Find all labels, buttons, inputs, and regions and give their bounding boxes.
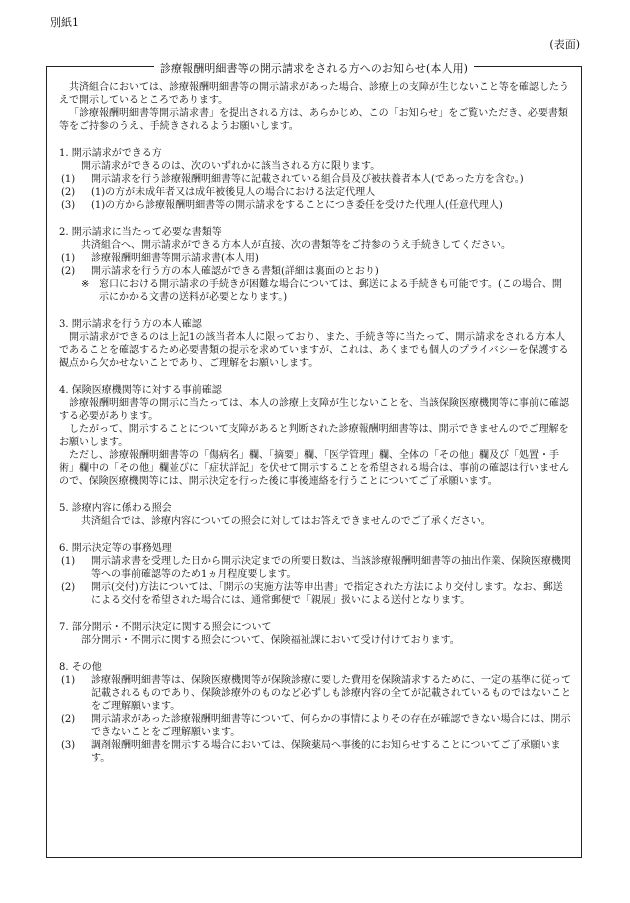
item-text: 開示請求を行う診療報酬明細書等に記載されている組合員及び被扶養者本人(であった方を含む。) [91, 174, 524, 185]
notice-content [59, 81, 571, 765]
page-title: 診療報酬明細書等の開示請求をされる方へのお知らせ(本人用) [154, 62, 474, 75]
item-text: 開示(交付)方法については、「開示の実施方法等申出書」で指定された方法により交付します。なお、郵送による交付を希望された場合には、通常郵便で「親展」扱いによる送付となります。 [91, 582, 563, 606]
item-number: (2) [61, 266, 76, 277]
list-item [59, 713, 571, 739]
section-lead: 開示請求ができるのは、次のいずれかに該当される方に限ります。 [81, 161, 381, 172]
item-text: 調剤報酬明細書を開示する場合においては、保険薬局へ事後的にお知らせすることについてご了承願います。 [91, 740, 561, 764]
section-7 [59, 621, 571, 647]
item-text: (1)の方が未成年者又は成年被後見人の場合における法定代理人 [91, 187, 376, 198]
item-number: (1) [61, 556, 76, 567]
section-body: 診療報酬明細書等の開示に当たっては、本人の診療上支障が生じないことを、当該保険医療機関等に事前に確認する必要があります。 [59, 398, 569, 422]
item-text: 診療報酬明細書等開示請求書(本人用) [91, 253, 259, 264]
item-number: (3) [61, 740, 76, 751]
item-text: 開示請求があった診療報酬明細書等について、何らかの事情によりその存在が確認できない場合には、開示できないことをご理解願います。 [91, 714, 571, 738]
section-2 [59, 226, 571, 304]
intro-paragraph: 共済組合においては、診療報酬明細書等の開示請求があった場合、診療上の支障が生じないこと等を確認したうえで開示しているところであります。 [59, 82, 569, 106]
notice-frame [46, 62, 582, 858]
list-item [59, 173, 571, 186]
section-1 [59, 147, 571, 212]
item-number: (1) [61, 174, 76, 185]
section-body: 開示請求ができるのは上記1の該当者本人に限っており、また、手続き等に当たって、開示請求をされる方本人であることを確認するため必要書類の提示を求めていますが、これは、あくまでも個人のプライバシーを保護する観点から欠かせないことであり、ご理解をお願いします。 [59, 332, 569, 369]
item-number: (3) [61, 200, 76, 211]
section-heading: 1. 開示請求ができる方 [59, 148, 162, 159]
section-body: ただし、診療報酬明細書等の「傷病名」欄、「摘要」欄、「医学管理」欄、全体の「その他」欄及び「処置・手術」欄中の「その他」欄並びに「症状詳記」を伏せて開示することを希望される場合は、事前の確認は行いませんので、保険医療機関等には、開示決定を行った後に事後連絡を行うことについてご了承願います。 [59, 450, 569, 487]
item-text: 開示請求書を受理した日から開示決定までの所要日数は、当該診療報酬明細書等の抽出作業、保険医療機関等への事前確認等のため1ヵ月程度要します。 [91, 556, 571, 580]
list-item [59, 186, 571, 199]
section-heading: 8. その他 [59, 662, 102, 673]
section-heading: 2. 開示請求に当たって必要な書類等 [59, 227, 222, 238]
section-3 [59, 318, 571, 370]
section-body: 共済組合では、診療内容についての照会に対してはお答えできませんのでご了承ください。 [81, 516, 491, 527]
list-item [59, 265, 571, 278]
title-wrap [47, 60, 581, 76]
item-text: 開示請求を行う方の本人確認ができる書類(詳細は裏面のとおり) [91, 266, 379, 277]
item-number: (2) [61, 582, 76, 593]
item-number: (2) [61, 714, 76, 725]
item-number: (1) [61, 675, 76, 686]
section-8 [59, 661, 571, 765]
list-item [59, 199, 571, 212]
note [59, 278, 571, 304]
document-label: 別紙1 [50, 16, 79, 29]
section-6 [59, 542, 571, 607]
list-item [59, 252, 571, 265]
intro-section [59, 81, 571, 133]
section-4 [59, 384, 571, 488]
section-heading: 5. 診療内容に係わる照会 [59, 503, 172, 514]
section-body: したがって、開示することについて支障があると判断された診療報酬明細書等は、開示できませんのでご理解をお願いします。 [59, 424, 569, 448]
note-text: 窓口における開示請求の手続きが困難な場合については、郵送による手続きも可能です。(この場合、開示にかかる文書の送料が必要となります。) [99, 279, 562, 303]
section-5 [59, 502, 571, 528]
item-text: 診療報酬明細書等は、保険医療機関等が保険診療に要した費用を保険請求するために、一定の基準に従って記載されるものであり、保険診療外のものなど必ずしも診療内容の全てが記載されているものではないことをご理解願います。 [91, 675, 571, 712]
item-number: (1) [61, 253, 76, 264]
section-heading: 4. 保険医療機関等に対する事前確認 [59, 385, 222, 396]
list-item [59, 739, 571, 765]
section-body: 部分開示・不開示に関する照会について、保険福祉課において受け付けております。 [81, 635, 460, 646]
intro-paragraph: 「診療報酬明細書等開示請求書」を提出される方は、あらかじめ、この「お知らせ」をご覧いただき、必要書類等をご持参のうえ、手続きされるようお願いします。 [59, 108, 568, 132]
list-item [59, 555, 571, 581]
section-heading: 3. 開示請求を行う方の本人確認 [59, 319, 202, 330]
list-item [59, 674, 571, 713]
side-label: (表面) [549, 38, 580, 51]
section-heading: 6. 開示決定等の事務処理 [59, 543, 172, 554]
item-text: (1)の方から診療報酬明細書等の開示請求をすることにつき委任を受けた代理人(任意代理人) [91, 200, 503, 211]
section-lead: 共済組合へ、開示請求ができる方本人が直接、次の書類等をご持参のうえ手続きしてください。 [81, 240, 511, 251]
note-mark: ※ [81, 279, 90, 290]
item-number: (2) [61, 187, 76, 198]
section-heading: 7. 部分開示・不開示決定に関する照会について [59, 622, 272, 633]
list-item [59, 581, 571, 607]
